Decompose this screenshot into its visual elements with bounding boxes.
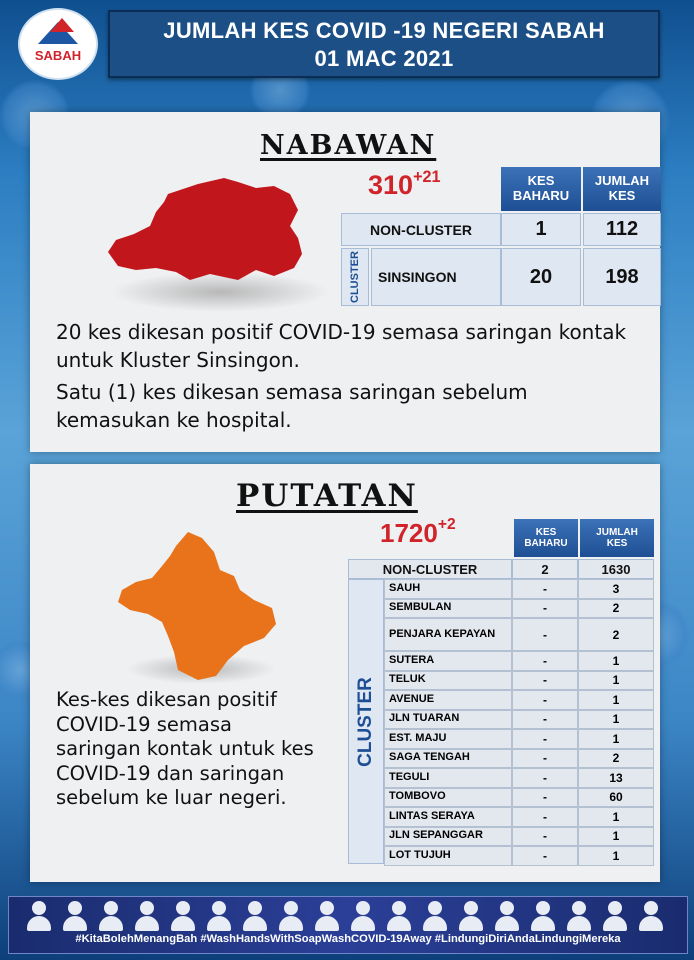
- cluster-total-cases: 2: [578, 618, 654, 651]
- cluster-new-cases: -: [512, 651, 578, 671]
- nabawan-paragraph-2: Satu (1) kes dikesan semasa saringan sebelum kemasukan ke hospital.: [56, 380, 528, 432]
- non-cluster-new: 1: [501, 213, 581, 246]
- person-icon: [637, 899, 665, 931]
- cluster-total-cases: 1: [578, 807, 654, 827]
- sabah-logo: [18, 8, 98, 80]
- table-row: [348, 807, 654, 827]
- cluster-name: JLN SEPANGGAR: [384, 827, 512, 847]
- table-row: [348, 671, 654, 691]
- person-icon: [601, 899, 629, 931]
- cluster-new-cases: -: [512, 729, 578, 749]
- cluster-new-cases: -: [512, 579, 578, 599]
- cluster-name: EST. MAJU: [384, 729, 512, 749]
- putatan-paragraph: Kes-kes dikesan positif COVID-19 semasa saringan kontak untuk kes COVID-19 dan saringan sebelum ke luar negeri.: [56, 688, 314, 810]
- page-title: [108, 10, 660, 78]
- cluster-new-cases: -: [512, 807, 578, 827]
- cluster-total-cases: 60: [578, 788, 654, 808]
- cluster-rows: [348, 579, 654, 866]
- person-icon: [205, 899, 233, 931]
- nabawan-map: [106, 172, 306, 292]
- cluster-row-new: 20: [501, 248, 581, 306]
- total-cases: 1720: [380, 518, 438, 548]
- person-icon: [493, 899, 521, 931]
- cluster-name: PENJARA KEPAYAN: [384, 618, 512, 651]
- cluster-name: TEGULI: [384, 768, 512, 788]
- case-increase: +2: [437, 516, 456, 533]
- hashtags: #KitaBolehMenangBah #WashHandsWithSoapWashCOVID-19Away #LindungiDiriAndaLindungiMereka: [75, 933, 621, 945]
- header-jumlah-kes: JUMLAH KES: [583, 167, 661, 211]
- cluster-total-cases: 1: [578, 710, 654, 730]
- cluster-new-cases: -: [512, 768, 578, 788]
- cluster-new-cases: -: [512, 827, 578, 847]
- table-row: [348, 749, 654, 769]
- cluster-total-cases: 1: [578, 827, 654, 847]
- nabawan-map-shape: [108, 178, 302, 280]
- table-row: [348, 579, 654, 599]
- cluster-name: LOT TUJUH: [384, 846, 512, 866]
- district-name: NABAWAN: [260, 130, 437, 161]
- cluster-name: SUTERA: [384, 651, 512, 671]
- cluster-row-total: 198: [583, 248, 661, 306]
- cluster-total-cases: 1: [578, 651, 654, 671]
- cluster-new-cases: -: [512, 690, 578, 710]
- person-icon: [133, 899, 161, 931]
- cluster-new-cases: -: [512, 749, 578, 769]
- nabawan-panel: [30, 112, 660, 452]
- putatan-total-badge: [380, 518, 456, 549]
- mountain-peak-icon: [50, 18, 74, 32]
- person-icon: [529, 899, 557, 931]
- cluster-total-cases: 1: [578, 846, 654, 866]
- person-icon: [241, 899, 269, 931]
- table-row: [348, 690, 654, 710]
- cluster-name: SAUH: [384, 579, 512, 599]
- people-icons: [25, 899, 665, 931]
- cluster-label: CLUSTER: [348, 579, 384, 864]
- cluster-new-cases: -: [512, 788, 578, 808]
- total-cases: 310: [368, 170, 414, 200]
- title-line-1: JUMLAH KES COVID -19 NEGERI SABAH: [163, 18, 605, 43]
- non-cluster-total: 1630: [578, 559, 654, 579]
- table-row: [348, 618, 654, 651]
- cluster-name: TELUK: [384, 671, 512, 691]
- table-row: [348, 768, 654, 788]
- header-jumlah-kes: JUMLAH KES: [580, 519, 654, 557]
- cluster-total-cases: 1: [578, 729, 654, 749]
- person-icon: [61, 899, 89, 931]
- table-row: [348, 788, 654, 808]
- cluster-total-cases: 13: [578, 768, 654, 788]
- non-cluster-label: NON-CLUSTER: [348, 559, 512, 579]
- person-icon: [313, 899, 341, 931]
- cluster-total-cases: 3: [578, 579, 654, 599]
- person-icon: [385, 899, 413, 931]
- footer-banner: [8, 896, 688, 954]
- nabawan-paragraph-1: 20 kes dikesan positif COVID-19 semasa saringan kontak untuk Kluster Sinsingon.: [56, 320, 627, 372]
- logo-text: SABAH: [34, 48, 82, 63]
- table-row: [348, 846, 654, 866]
- cluster-new-cases: -: [512, 618, 578, 651]
- cluster-new-cases: -: [512, 846, 578, 866]
- cluster-name: AVENUE: [384, 690, 512, 710]
- person-icon: [565, 899, 593, 931]
- case-increase: +21: [413, 168, 441, 186]
- table-row: [348, 729, 654, 749]
- table-row: [348, 827, 654, 847]
- person-icon: [349, 899, 377, 931]
- cluster-name: LINTAS SERAYA: [384, 807, 512, 827]
- cluster-name: SEMBULAN: [384, 599, 512, 619]
- person-icon: [457, 899, 485, 931]
- table-row: [348, 651, 654, 671]
- person-icon: [277, 899, 305, 931]
- district-name: PUTATAN: [236, 478, 418, 514]
- cluster-row-name: SINSINGON: [371, 248, 501, 306]
- table-row: [348, 710, 654, 730]
- putatan-map-shape: [118, 532, 276, 680]
- cluster-total-cases: 2: [578, 599, 654, 619]
- cluster-total-cases: 1: [578, 690, 654, 710]
- header-kes-baharu: KES BAHARU: [514, 519, 578, 557]
- cluster-name: JLN TUARAN: [384, 710, 512, 730]
- cluster-name: TOMBOVO: [384, 788, 512, 808]
- cluster-total-cases: 1: [578, 671, 654, 691]
- cluster-total-cases: 2: [578, 749, 654, 769]
- nabawan-total-badge: [368, 170, 441, 201]
- person-icon: [169, 899, 197, 931]
- cluster-new-cases: -: [512, 599, 578, 619]
- cluster-label: CLUSTER: [341, 248, 369, 306]
- non-cluster-total: 112: [583, 213, 661, 246]
- person-icon: [421, 899, 449, 931]
- cluster-new-cases: -: [512, 710, 578, 730]
- cluster-new-cases: -: [512, 671, 578, 691]
- putatan-map: [116, 528, 278, 684]
- non-cluster-new: 2: [512, 559, 578, 579]
- table-row: [348, 599, 654, 619]
- title-date: 01 MAC 2021: [314, 46, 454, 71]
- header-kes-baharu: KES BAHARU: [501, 167, 581, 211]
- person-icon: [25, 899, 53, 931]
- cluster-name: SAGA TENGAH: [384, 749, 512, 769]
- person-icon: [97, 899, 125, 931]
- non-cluster-label: NON-CLUSTER: [341, 213, 501, 246]
